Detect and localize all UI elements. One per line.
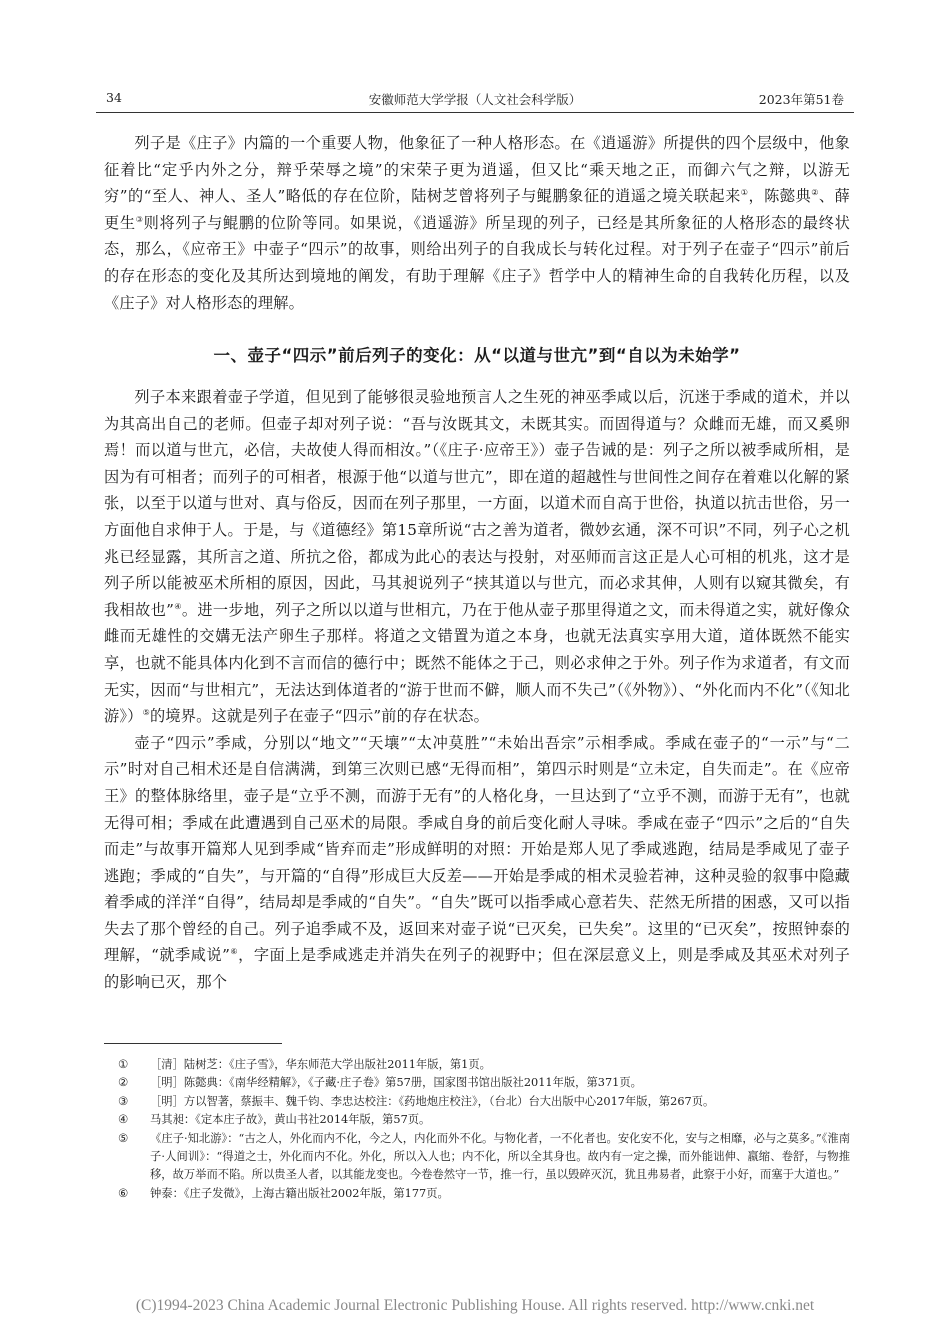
footnote: ⑥ 钟泰：《庄子发微》，上海古籍出版社2002年版，第177页。 [118,1186,449,1200]
footnote-ref-6: ⑥ [230,947,239,957]
journal-volume: 2023年第51卷 [758,92,844,107]
footnote: ④ 马其昶：《定本庄子故》，黄山书社2014年版，第57页。 [118,1113,431,1127]
body-paragraph-1: 列子本来跟着壶子学道，但见到了能够很灵验地预言人之生死的神巫季咸以后，沉迷于季咸的道术，并以为其高出自己的老师。但壶子却对列子说：“吾与汝既其文，未既其实。而固得道与？众雌而无雄，而又奚卵焉！而以道与世亢，必信，夫故使人得而相汝。”（《庄子·应帝王》）壶子告诫的是：列子之所以被季咸所相，是因为有可相者；而列子的可相者，根源于他“以道与世亢”，即在道的超越性与世间性之间存在着难以化解的紧张，以至于以道与世对、真与俗反，因而在列子那里，一方面，以道术而自高于世俗，执道以抗击世俗，另一方面他自求伸于人。于是，与《道德经》第15章所说“古之善为道者，微妙玄通，深不可识”不同，列子心之机兆已经显露，其所言之道、所抗之俗，都成为此心的表达与投射，对巫师而言这正是人心可相的机兆，这才是列子所以能被巫术所相的原因，因此，马其昶说列子“挟其道以与世亢，而必求其伸，人则有以窥其微矣，有我相故也”④。进一步地，列子之所以以道与世相亢，乃在于他从壶子那里得道之文，而未得道之实，就好像众雌而无雄性的交媾无法产卵生子那样。将道之文错置为道之本身，也就无法真实享用大道，道体既然不能实享，也就不能具体内化到不言而信的德行中；既然不能体之于己，则必求伸之于外。列子作为求道者，有文而无实，因而“与世相亢”，无法达到体道者的“游于世而不僻，顺人而不失己”（《外物》）、“外化而内不化”（《知北游》）⑤的境界。这就是列子在壶子“四示”前的存在状态。 [104,388,850,726]
footnote-divider [104,1043,282,1044]
section-body [104,384,850,996]
footnotes [118,1056,850,1203]
footnote-ref-4: ④ [174,601,182,611]
section-heading: 一、壶子“四示”前后列子的变化：从“以道与世亢”到“自以为未始学” [213,346,741,365]
footnote-ref-3: ③ [135,214,144,224]
footnote-ref-5: ⑤ [142,708,150,718]
running-header [96,86,854,113]
footnote: ① ［清］陆树芝：《庄子雪》，华东师范大学出版社2011年版，第1页。 [118,1058,491,1071]
footnote: ⑤ 《庄子·知北游》：“古之人，外化而内不化，今之人，内化而外不化。与物化者，一不化者也。安化安不化，安与之相靡，必与之莫多。”《淮南子·人间训》：“得道之士，外化而内不化。外化，所以入人也；内不化，所以全其身也。故内有一定之操，而外能诎伸、嬴缩、卷舒，与物推移，故万举而不陷。所以贵圣人者，以其能龙变也。今卷卷然守一节，推一行，虽以毁碎灭沉，犹且弗易者，此察于小好，而塞于大道也。” [118,1131,850,1182]
intro-paragraph: 列子是《庄子》内篇的一个重要人物，他象征了一种人格形态。在《逍遥游》所提供的四个层级中，他象征着比“定乎内外之分，辩乎荣辱之境”的宋荣子更为逍遥，但又比“乘天地之正，而御六气之辩，以游无穷”的“至人、神人、圣人”略低的存在位阶，陆树芝曾将列子与鲲鹏象征的逍遥之境关联起来①，陈懿典②、薛更生③则将列子与鲲鹏的位阶等同。如果说，《逍遥游》所呈现的列子，已经是其所象征的人格形态的最终状态，那么，《应帝王》中壶子“四示”的故事，则给出列子的自我成长与转化过程。对于列子在壶子“四示”前后的存在形态的变化及其所达到境地的阐发，有助于理解《庄子》哲学中人的精神生命的自我转化历程，以及《庄子》对人格形态的理解。 [104,134,851,312]
page-number: 34 [106,90,122,105]
footnote-ref-1: ① [740,188,749,198]
footnote: ② ［明］陈懿典：《南华经精解》，《子藏·庄子卷》第57册，国家图书馆出版社2011年版，第371页。 [118,1076,642,1090]
footnote-ref-2: ② [811,188,819,198]
intro-section [104,130,850,316]
body-paragraph-2: 壶子“四示”季咸，分别以“地文”“天壤”“太冲莫胜”“未始出吾宗”示相季咸。季咸在壶子的“一示”与“二示”时对自己相术还是自信满满，到第三次则已感“无得而相”，第四示时则是“立未定，自失而走”。在《应帝王》的整体脉络里，壶子是“立乎不测，而游于无有”的人格化身，一旦达到了“立乎不测，而游于无有”，也就无得可相；季咸在此遭遇到自己巫术的局限。季咸自身的前后变化耐人寻味。季咸在壶子“四示”之后的“自失而走”与故事开篇郑人见到季咸“皆弃而走”形成鲜明的对照：开始是郑人见了季咸逃跑，结局是季咸见了壶子逃跑；季咸的“自失”，与开篇的“自得”形成巨大反差——开始是季咸的相术灵验若神，这种灵验的叙事中隐藏着季咸的洋洋“自得”，结局却是季咸的“自失”。“自失”既可以指季咸心意若失、茫然无所措的困惑，又可以指失去了那个曾经的自己。列子追季咸不及，返回来对壶子说“已灭矣，已失矣”。这里的“已灭矣”，按照钟泰的理解，“就季咸说”⑥，字面上是季咸逃走并消失在列子的视野中；但在深层意义上，则是季咸及其巫术对列子的影响已灭，那个 [104,733,850,992]
journal-title: 安徽师范大学学报（人文社会科学版） [368,92,582,107]
copyright-watermark: (C)1994-2023 China Academic Journal Electronic Publishing House. All rights reserved. http://www.cnki.net [135,1297,815,1314]
footnote: ③ ［明］方以智著，蔡振丰、魏千钧、李忠达校注：《药地炮庄校注》，（台北）台大出版中心2017年版，第267页。 [118,1094,715,1108]
